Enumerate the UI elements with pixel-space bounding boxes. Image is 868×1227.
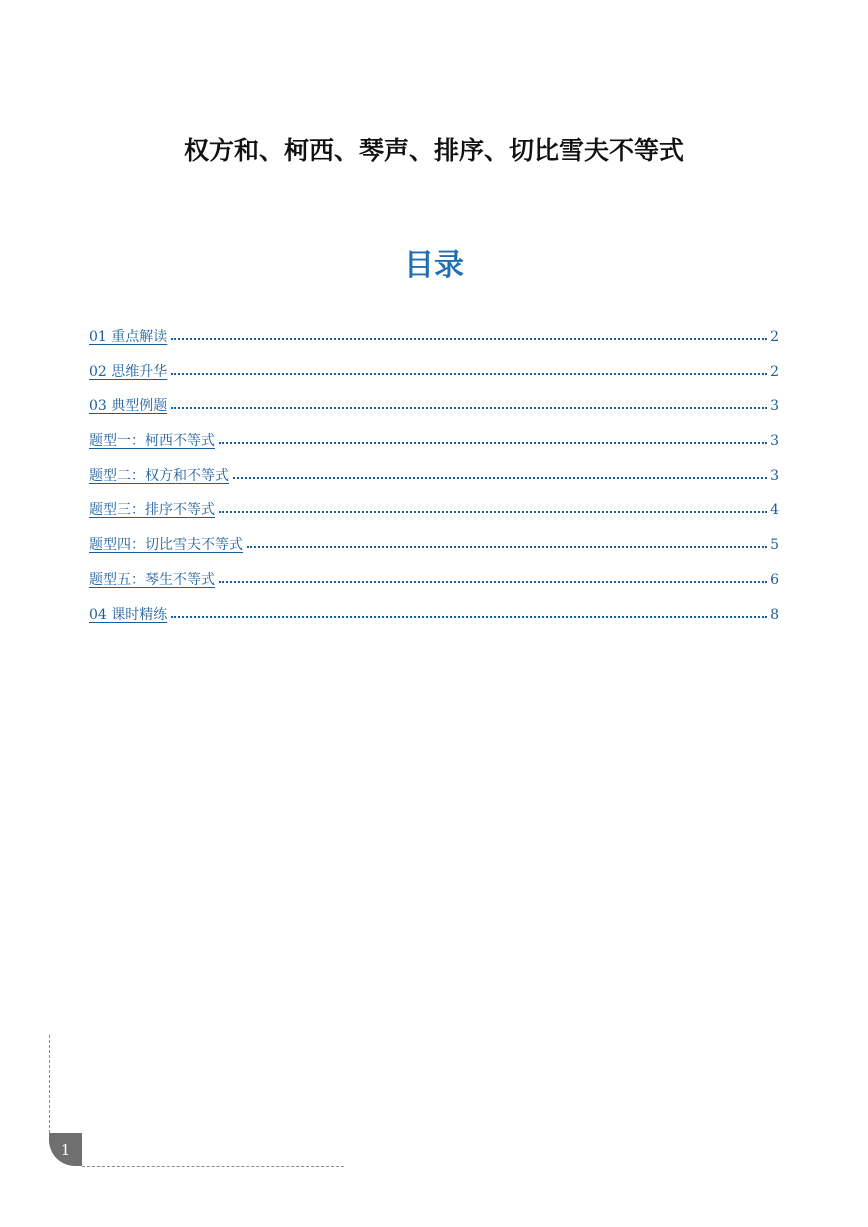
toc-page-number[interactable]: 8 bbox=[770, 606, 779, 623]
page-number-badge: 1 bbox=[49, 1133, 82, 1166]
toc-entry-type-1-cauchy[interactable] bbox=[89, 430, 779, 465]
toc-leader-dots bbox=[219, 580, 767, 583]
toc-entry-type-3-rearrangement[interactable] bbox=[89, 499, 779, 534]
toc-leader-dots bbox=[171, 372, 767, 375]
toc-entry-type-4-chebyshev[interactable] bbox=[89, 534, 779, 569]
toc-page-number[interactable]: 6 bbox=[770, 571, 779, 588]
toc-entry-02-thinking[interactable] bbox=[89, 361, 779, 396]
toc-entry-label[interactable]: 题型四：切比雪夫不等式 bbox=[89, 537, 243, 554]
toc-entry-label[interactable]: 题型一：柯西不等式 bbox=[89, 433, 215, 450]
toc-leader-dots bbox=[219, 441, 767, 444]
toc-entry-label[interactable]: 01 重点解读 bbox=[89, 329, 168, 345]
toc-leader-dots bbox=[219, 510, 767, 513]
toc-page-number[interactable]: 5 bbox=[770, 537, 779, 554]
toc-entry-type-2-power-sum[interactable] bbox=[89, 465, 779, 500]
toc-page-number[interactable]: 2 bbox=[770, 363, 779, 380]
toc-page-number[interactable]: 3 bbox=[770, 398, 779, 415]
toc-entry-03-examples[interactable] bbox=[89, 395, 779, 430]
toc-leader-dots bbox=[247, 545, 767, 548]
table-of-contents bbox=[89, 326, 779, 638]
toc-entry-label[interactable]: 03 典型例题 bbox=[89, 398, 168, 415]
toc-entry-label[interactable]: 04 课时精练 bbox=[89, 606, 168, 623]
toc-leader-dots bbox=[171, 615, 767, 618]
document-title: 权方和、柯西、琴声、排序、切比雪夫不等式 bbox=[183, 136, 684, 165]
toc-page-number[interactable]: 2 bbox=[770, 329, 779, 345]
toc-leader-dots bbox=[171, 337, 767, 340]
toc-entry-01-key-points[interactable] bbox=[89, 326, 779, 361]
toc-entry-label[interactable]: 题型五：琴生不等式 bbox=[89, 571, 215, 588]
toc-entry-label[interactable]: 题型三：排序不等式 bbox=[89, 502, 215, 519]
toc-entry-label[interactable]: 02 思维升华 bbox=[89, 363, 168, 380]
page-border-horizontal-dash bbox=[82, 1166, 344, 1167]
toc-leader-dots bbox=[171, 406, 767, 409]
toc-heading: 目录 bbox=[404, 248, 464, 283]
page-border-vertical-dash bbox=[49, 1035, 50, 1133]
toc-entry-label[interactable]: 题型二：权方和不等式 bbox=[89, 467, 229, 484]
toc-leader-dots bbox=[233, 476, 767, 479]
toc-page-number[interactable]: 3 bbox=[770, 433, 779, 450]
toc-page-number[interactable]: 3 bbox=[770, 467, 779, 484]
toc-entry-04-practice[interactable] bbox=[89, 604, 779, 639]
toc-entry-type-5-jensen[interactable] bbox=[89, 569, 779, 604]
toc-page-number[interactable]: 4 bbox=[770, 502, 779, 519]
